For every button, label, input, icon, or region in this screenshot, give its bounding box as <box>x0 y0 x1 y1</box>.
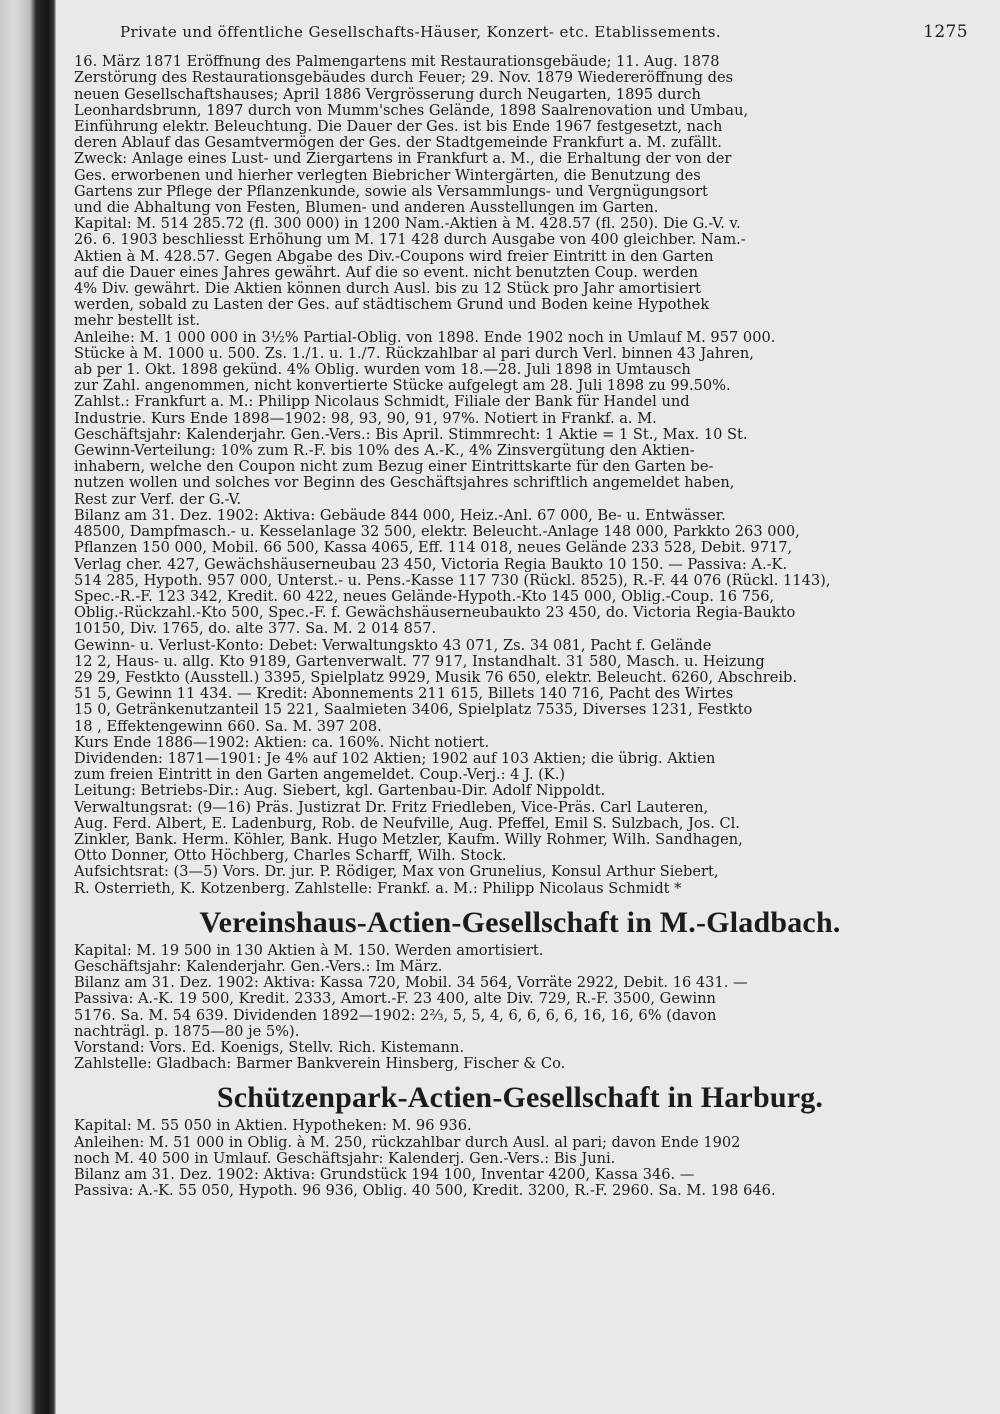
text-line: Ges. erworbenen und hierher verlegten Biebricher Wintergärten, die Benutzung des <box>74 167 701 184</box>
text-line: Aufsichtsrat: (3—5) Vors. Dr. jur. P. Rödiger, Max von Grunelius, Konsul Arthur Siebert, <box>74 864 719 881</box>
text-line: Zahlstelle: Gladbach: Barmer Bankverein Hinsberg, Fischer & Co. <box>74 1056 566 1073</box>
text-line: zum freien Eintritt in den Garten angemeldet. Coup.-Verj.: 4 J. (K.) <box>74 767 566 784</box>
text-line: Kapital: M. 514 285.72 (fl. 300 000) in 1200 Nam.-Aktien à M. 428.57 (fl. 250). Die G.-V. v. <box>74 216 741 233</box>
text-line: neuen Gesellschaftshauses; April 1886 Vergrösserung durch Neugarten, 1895 durch <box>74 86 701 103</box>
running-header <box>64 24 976 40</box>
text-line: auf die Dauer eines Jahres gewährt. Auf die so event. nicht benutzten Coup. werden <box>74 264 699 281</box>
book-spine-shadow <box>0 0 56 1414</box>
running-title: Private und öffentliche Gesellschafts-Häuser, Konzert- etc. Etablissements. <box>120 23 722 41</box>
text-line: Anleihen: M. 51 000 in Oblig. à M. 250, rückzahlbar durch Ausl. al pari; davon Ende 1902 <box>74 1134 741 1151</box>
text-line: Zweck: Anlage eines Lust- und Ziergartens in Frankfurt a. M., die Erhaltung der von der <box>74 151 732 168</box>
text-line: Passiva: A.-K. 19 500, Kredit. 2333, Amort.-F. 23 400, alte Div. 729, R.-F. 3500, Gewinn <box>74 991 716 1008</box>
text-line: Kurs Ende 1886—1902: Aktien: ca. 160%. Nicht notiert. <box>74 734 490 751</box>
text-line: inhabern, welche den Coupon nicht zum Bezug einer Eintrittskarte für den Garten be- <box>74 459 714 476</box>
text-line: Geschäftsjahr: Kalenderjahr. Gen.-Vers.: Bis April. Stimmrecht: 1 Aktie = 1 St., Max. 10 St. <box>74 426 748 443</box>
text-line: Verlag cher. 427, Gewächshäuserneubau 23 450, Victoria Regia Baukto 10 150. — Passiva: A.-K. <box>74 556 788 573</box>
text-line: Pflanzen 150 000, Mobil. 66 500, Kassa 4065, Eff. 114 018, neues Gelände 233 528, Debit. 9717, <box>74 540 793 557</box>
text-line: werden, sobald zu Lasten der Ges. auf städtischem Grund und Boden keine Hypothek <box>74 297 710 314</box>
text-line: Zinkler, Bank. Herm. Köhler, Bank. Hugo Metzler, Kaufm. Willy Rohmer, Wilh. Sandhagen, <box>74 831 743 848</box>
text-line: Passiva: A.-K. 55 050, Hypoth. 96 936, Oblig. 40 500, Kredit. 3200, R.-F. 2960. Sa. M. 198 646. <box>74 1183 776 1200</box>
text-line: deren Ablauf das Gesamtvermögen der Ges. der Stadtgemeinde Frankfurt a. M. zufällt. <box>74 135 722 152</box>
text-line: Gartens zur Pflege der Pflanzenkunde, sowie als Versammlungs- und Vergnügungsort <box>74 183 708 200</box>
text-line: Leitung: Betriebs-Dir.: Aug. Siebert, kgl. Gartenbau-Dir. Adolf Nippoldt. <box>74 783 606 800</box>
text-line: Einführung elektr. Beleuchtung. Die Dauer der Ges. ist bis Ende 1967 festgesetzt, nach <box>74 119 723 136</box>
text-line: nutzen wollen und solches vor Beginn des Geschäftsjahres schriftlich angemeldet haben, <box>74 475 735 492</box>
text-line: 18 , Effektengewinn 660. Sa. M. 397 208. <box>74 718 382 735</box>
text-line: Gewinn-Verteilung: 10% zum R.-F. bis 10% des A.-K., 4% Zinsvergütung den Aktien- <box>74 443 695 460</box>
text-line: Leonhardsbrunn, 1897 durch von Mumm'sches Gelände, 1898 Saalrenovation und Umbau, <box>74 102 749 119</box>
page-number: 1275 <box>923 22 968 42</box>
text-line: noch M. 40 500 in Umlauf. Geschäftsjahr: Kalenderj. Gen.-Vers.: Bis Juni. <box>74 1150 616 1167</box>
text-line: Industrie. Kurs Ende 1898—1902: 98, 93, 90, 91, 97%. Notiert in Frankf. a. M. <box>74 410 657 427</box>
text-line: 15 0, Getränkenutzanteil 15 221, Saalmieten 3406, Spielplatz 7535, Diverses 1231, Festkto <box>74 702 753 719</box>
text-line: nachträgl. p. 1875—80 je 5%). <box>74 1023 300 1040</box>
text-line: 10150, Div. 1765, do. alte 377. Sa. M. 2 014 857. <box>74 621 437 638</box>
book-page <box>64 24 976 1396</box>
text-line: Verwaltungsrat: (9—16) Präs. Justizrat Dr. Fritz Friedleben, Vice-Präs. Carl Lauteren, <box>74 799 709 816</box>
text-line: Dividenden: 1871—1901: Je 4% auf 102 Aktien; 1902 auf 103 Aktien; die übrig. Aktien <box>74 750 716 767</box>
vereinshaus-title: Vereinshaus-Actien-Gesellschaft in M.-Gladbach. <box>199 905 841 939</box>
text-line: Otto Donner, Otto Höchberg, Charles Scharff, Wilh. Stock. <box>74 848 507 865</box>
text-line: 12 2, Haus- u. allg. Kto 9189, Gartenverwalt. 77 917, Instandhalt. 31 580, Masch. u. Heizung <box>74 653 765 670</box>
text-line: Gewinn- u. Verlust-Konto: Debet: Verwaltungskto 43 071, Zs. 34 081, Pacht f. Gelände <box>74 637 712 654</box>
text-line: Vorstand: Vors. Ed. Koenigs, Stellv. Rich. Kistemann. <box>74 1039 465 1056</box>
text-line: ab per 1. Okt. 1898 gekünd. 4% Oblig. wurden vom 18.—28. Juli 1898 in Umtausch <box>74 362 691 379</box>
text-line: 26. 6. 1903 beschliesst Erhöhung um M. 171 428 durch Ausgabe von 400 gleichber. Nam.- <box>74 232 746 249</box>
text-line: Spec.-R.-F. 123 342, Kredit. 60 422, neues Gelände-Hypoth.-Kto 145 000, Oblig.-Coup. 16 756, <box>74 588 775 605</box>
palmengarten-entry <box>64 54 976 897</box>
text-line: Aktien à M. 428.57. Gegen Abgabe des Div.-Coupons wird freier Eintritt in den Garten <box>74 248 714 265</box>
text-line: 5176. Sa. M. 54 639. Dividenden 1892—1902: 2⅔, 5, 5, 4, 6, 6, 6, 6, 16, 16, 6% (davon <box>74 1007 717 1024</box>
text-line: zur Zahl. angenommen, nicht konvertierte Stücke aufgelegt am 28. Juli 1898 zu 99.50%. <box>74 378 731 395</box>
text-line: Aug. Ferd. Albert, E. Ladenburg, Rob. de Neufville, Aug. Pfeffel, Emil S. Sulzbach, Jos. Cl. <box>74 815 740 832</box>
text-line: Anleihe: M. 1 000 000 in 3½% Partial-Oblig. von 1898. Ende 1902 noch in Umlauf M. 957 000. <box>74 329 776 346</box>
text-line: Bilanz am 31. Dez. 1902: Aktiva: Gebäude 844 000, Heiz.-Anl. 67 000, Be- u. Entwässer. <box>74 507 726 524</box>
text-line: Geschäftsjahr: Kalenderjahr. Gen.-Vers.: Im März. <box>74 958 443 975</box>
text-line: und die Abhaltung von Festen, Blumen- und anderen Ausstellungen im Garten. <box>74 200 659 217</box>
text-line: Zerstörung des Restaurationsgebäudes durch Feuer; 29. Nov. 1879 Wiedereröffnung des <box>74 70 734 87</box>
text-line: 48500, Dampfmasch.- u. Kesselanlage 32 500, elektr. Beleucht.-Anlage 148 000, Parkkto 263 000, <box>74 524 800 541</box>
vereinshaus-entry <box>64 943 976 1073</box>
schuetzenpark-title: Schützenpark-Actien-Gesellschaft in Harburg. <box>216 1081 824 1115</box>
text-line: Kapital: M. 19 500 in 130 Aktien à M. 150. Werden amortisiert. <box>74 942 544 959</box>
text-line: Kapital: M. 55 050 in Aktien. Hypotheken: M. 96 936. <box>74 1118 472 1135</box>
text-line: Rest zur Verf. der G.-V. <box>74 491 242 508</box>
text-line: mehr bestellt ist. <box>74 313 200 330</box>
text-line: 16. März 1871 Eröffnung des Palmengartens mit Restaurationsgebäude; 11. Aug. 1878 <box>74 54 720 71</box>
text-line: 4% Div. gewährt. Die Aktien können durch Ausl. bis zu 12 Stück pro Jahr amortisiert <box>74 281 702 298</box>
text-line: Oblig.-Rückzahl.-Kto 500, Spec.-F. f. Gewächshäuserneubaukto 23 450, do. Victoria Regia-Baukto <box>74 605 796 622</box>
schuetzenpark-entry <box>64 1118 976 1199</box>
text-line: Bilanz am 31. Dez. 1902: Aktiva: Grundstück 194 100, Inventar 4200, Kassa 346. — <box>74 1167 695 1183</box>
text-line: 514 285, Hypoth. 957 000, Unterst.- u. Pens.-Kasse 117 730 (Rückl. 8525), R.-F. 44 076 (Rückl. 1143), <box>74 572 831 589</box>
text-line: Zahlst.: Frankfurt a. M.: Philipp Nicolaus Schmidt, Filiale der Bank für Handel und <box>74 394 690 411</box>
text-line: 51 5, Gewinn 11 434. — Kredit: Abonnements 211 615, Billets 140 716, Pacht des Wirtes <box>74 686 734 703</box>
text-line: Bilanz am 31. Dez. 1902: Aktiva: Kassa 720, Mobil. 34 564, Vorräte 2922, Debit. 16 431. — <box>74 975 748 992</box>
text-line: 29 29, Festkto (Ausstell.) 3395, Spielplatz 9929, Musik 76 650, elektr. Beleucht. 6260, Abschreib. <box>74 669 797 686</box>
text-line: Stücke à M. 1000 u. 500. Zs. 1./1. u. 1./7. Rückzahlbar al pari durch Verl. binnen 43 Jahren, <box>74 345 754 362</box>
text-line: R. Osterrieth, K. Kotzenberg. Zahlstelle: Frankf. a. M.: Philipp Nicolaus Schmidt * <box>74 880 682 897</box>
